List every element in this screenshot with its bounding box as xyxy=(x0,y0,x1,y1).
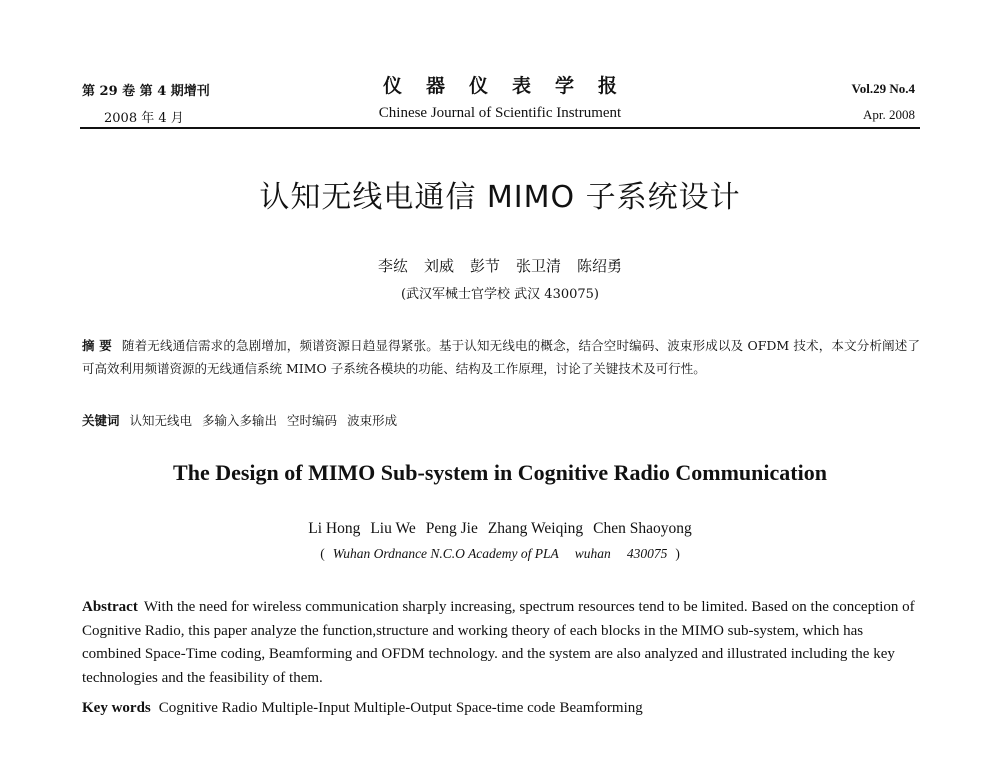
abstract-label-en: Abstract xyxy=(82,599,138,615)
keyword-en: Multiple-Input Multiple-Output xyxy=(261,700,452,716)
affiliation-cn: (武汉军械士官学校 武汉 430075) xyxy=(400,287,600,302)
author-en: Liu We xyxy=(370,520,416,537)
author-en: Li Hong xyxy=(308,520,361,537)
author-cn: 李纮 xyxy=(377,257,408,275)
keywords-en xyxy=(82,700,647,717)
keyword-cn: 认知无线电 xyxy=(129,413,193,428)
author-cn: 张卫清 xyxy=(516,257,562,275)
keyword-en: Cognitive Radio xyxy=(158,700,258,716)
keywords-label-cn: 关键词 xyxy=(82,413,120,428)
header-journal-name-en: Chinese Journal of Scientific Instrument xyxy=(378,105,622,121)
keyword-en: Space-time code xyxy=(455,700,556,716)
header-volume-issue-cn: 第 29 卷 第 4 期增刊 xyxy=(82,84,210,99)
paper-title-en: The Design of MIMO Sub-system in Cognitive Radio Communication xyxy=(173,460,827,485)
keyword-en: Beamforming xyxy=(559,700,643,716)
header-rule xyxy=(80,127,920,129)
abstract-cn xyxy=(82,334,920,380)
author-list-cn xyxy=(0,255,1000,276)
author-cn: 彭节 xyxy=(469,257,500,275)
header-date-en: Apr. 2008 xyxy=(863,107,915,122)
affiliation-city-en: wuhan xyxy=(574,546,611,561)
abstract-text-cn: 随着无线通信需求的急剧增加，频谱资源日趋显得紧张。基于认知无线电的概念，结合空时编码、波束形成以及 OFDM 技术，本文分析阐述了可高效利用频谱资源的无线通信系统 MIMO 子系统各模块的功能、结构及工作原理，讨论了关键技术及可行性。 xyxy=(82,338,920,376)
affiliation-postcode-en: 430075 xyxy=(626,546,668,561)
abstract-text-en: With the need for wireless communication sharply increasing, spectrum resources tend to be limited. Based on the conception of Cognitive Radio, this paper analyze the function,structure and working theory of each blocks in the MIMO sub-system, which has combined Space-Time coding, Beamforming and OFDM technology. and the system are also analyzed and illustrated including the key technologies and the feasibility of them. xyxy=(82,599,915,686)
keyword-cn: 波束形成 xyxy=(347,413,398,428)
header-volume-issue-en: Vol.29 No.4 xyxy=(851,81,915,96)
keyword-cn: 多输入多输出 xyxy=(202,413,278,428)
abstract-label-cn: 摘 要 xyxy=(82,338,112,353)
affiliation-org-en: Wuhan Ordnance N.C.O Academy of PLA xyxy=(332,546,559,561)
header-date-cn: 2008 年 4 月 xyxy=(104,111,184,126)
keyword-cn: 空时编码 xyxy=(287,413,338,428)
author-cn: 刘威 xyxy=(423,257,454,275)
author-en: Peng Jie xyxy=(425,520,478,537)
keywords-cn xyxy=(82,411,407,429)
author-cn: 陈绍勇 xyxy=(577,257,623,275)
abstract-en xyxy=(82,596,920,690)
affiliation-en: ( Wuhan Ordnance N.C.O Academy of PLA wuhan 430075 ) xyxy=(320,546,680,561)
keywords-label-en: Key words xyxy=(82,700,151,716)
author-en: Chen Shaoyong xyxy=(593,520,692,537)
author-list-en xyxy=(0,520,1000,538)
paper-title-cn: 认知无线电通信 MIMO 子系统设计 xyxy=(259,180,741,215)
header-journal-name-cn: 仪器仪表学报 xyxy=(382,75,641,97)
author-en: Zhang Weiqing xyxy=(487,520,584,537)
